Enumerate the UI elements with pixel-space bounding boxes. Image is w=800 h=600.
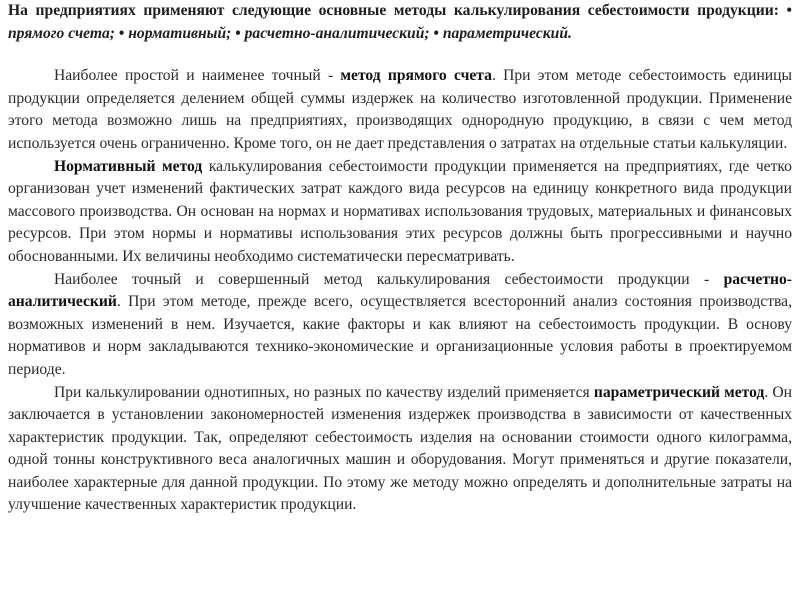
paragraph-text: . При этом методе себестоимость единицы продукции определяется делением общей суммы издержек на количество изготовленной продукции. Применение этого метода возможно лишь на предприятиях, производящих однородную продукцию, в связи с чем метод используется очень ограниченно. Кроме того, он не дает представления о затратах на отдельные статьи калькуляции. — [8, 67, 792, 152]
method-item: расчетно-аналитический; — [244, 24, 430, 42]
paragraph-text: Наиболее точный и совершенный метод калькулирования себестоимости продукции - — [54, 270, 724, 288]
paragraph-normative-method — [8, 156, 792, 269]
document-page — [8, 0, 792, 517]
bullet-icon: • — [235, 24, 241, 42]
method-term: расчетно-аналитический — [8, 270, 792, 311]
paragraph-text: . При этом методе, прежде всего, осуществляется всесторонний анализ состояния производства, возможных изменений в нем. Изучается, какие факторы и как влияют на себестоимость продукции. В основу нормативов и норм закладываются технико-экономические и организационные условия работы в проектируемом периоде. — [8, 293, 792, 378]
bullet-icon: • — [786, 2, 792, 19]
method-term: параметрический метод — [593, 383, 765, 401]
methods-heading — [8, 0, 792, 45]
bullet-icon: • — [118, 24, 125, 42]
method-item: параметрический. — [442, 24, 572, 42]
method-term: метод прямого счета — [340, 67, 492, 85]
method-item: прямого счета; — [8, 24, 115, 42]
paragraph-text: При калькулировании однотипных, но разных по качеству изделий применяется — [54, 383, 594, 401]
paragraph-text: Наиболее простой и наименее точный - — [54, 67, 341, 85]
paragraph-text: калькулирования себестоимости продукции применяется на предприятиях, где четко организован учет изменений фактических затрат каждого вида ресурсов на единицу конкретного вида продукции массового производства. Он основан на нормах и нормативах использования трудовых, материальных и финансовых ресурсов. При этом нормы и нормативы использования этих ресурсов должны быть прогрессивными и научно обоснованными. Их величины необходимо систематически пересматривать. — [8, 157, 792, 265]
paragraph-parametric-method — [8, 382, 792, 518]
paragraph-analytical-method — [8, 269, 792, 382]
heading-lead: На предприятиях применяют следующие основные методы калькулирования себестоимости продукции: — [8, 2, 779, 19]
paragraph-text: . Он заключается в установлении закономерностей изменения издержек производства в зависимости от качественных характеристик продукции. Так, определяют себестоимость изделия на основании стоимости одного килограмма, одной тонны конструктивного веса аналогичных машин и оборудования. Могут применяться и другие показатели, наиболее характерные для данной продукции. По этому же методу можно определять и дополнительные затраты на улучшение качественных характеристик продукции. — [8, 383, 792, 514]
method-term: Нормативный метод — [54, 157, 203, 175]
bullet-icon: • — [433, 24, 439, 42]
paragraph-direct-method — [8, 65, 792, 155]
method-item: нормативный; — [128, 24, 232, 42]
